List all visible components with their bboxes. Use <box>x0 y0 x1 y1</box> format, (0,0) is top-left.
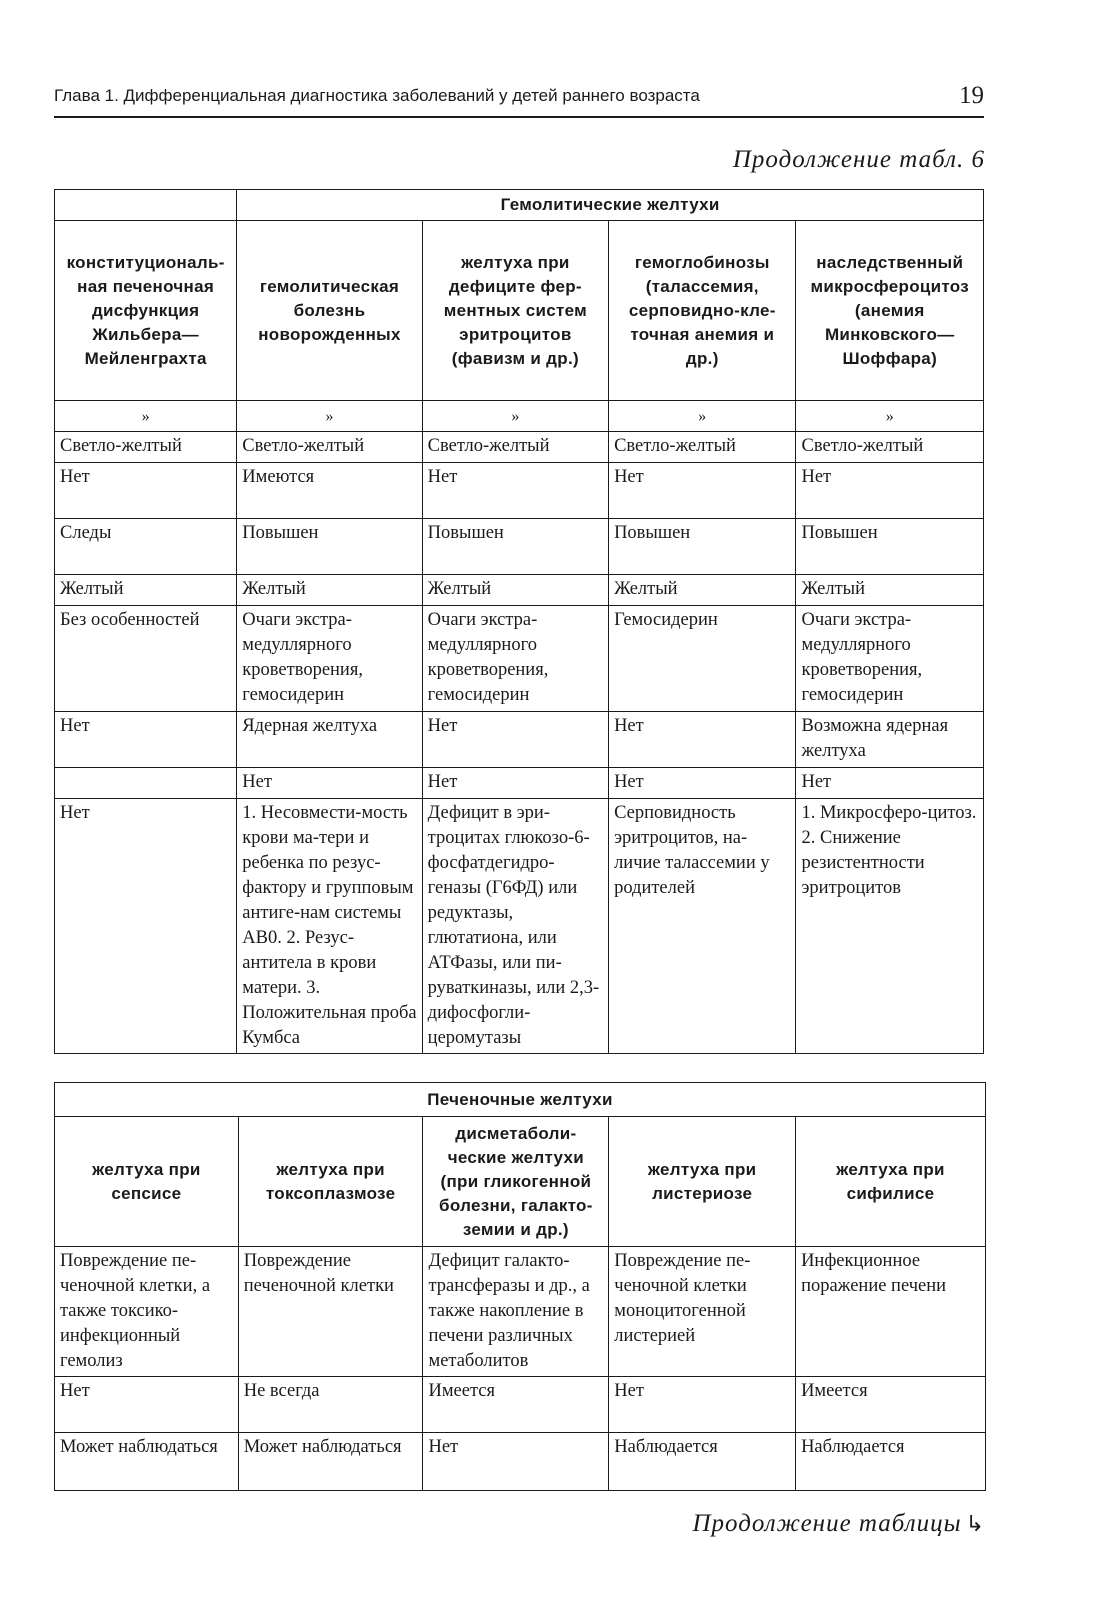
corner-arrow-icon: ↳ <box>965 1511 985 1536</box>
table-cell: Повышен <box>422 519 608 575</box>
column-header: желтуха при токсоплазмозе <box>238 1117 423 1247</box>
table-cell: 1. Микросферо-цитоз. 2. Снижение резистентности эритроцитов <box>796 799 984 1054</box>
table-cell: Нет <box>55 463 237 519</box>
table-row <box>55 799 984 1054</box>
table-row <box>55 1247 986 1377</box>
table-cell: Ядерная желтуха <box>237 712 422 768</box>
table-cell: 1. Несовмести-мость крови ма-тери и ребенка по резус-фактору и групповым антиге-нам системы АВ0. 2. Резус-антитела в крови матери. 3. Положительная проба Кумбса <box>237 799 422 1054</box>
table-cell: Без особенностей <box>55 606 237 712</box>
ditto-mark: » <box>609 401 796 432</box>
table-cell: Наблюдается <box>609 1433 796 1491</box>
table-cell: Нет <box>55 1377 239 1433</box>
table-cell: Светло-желтый <box>55 432 237 463</box>
column-header: наследственный микросфероцитоз (анемия Минковского— Шоффара) <box>796 221 984 401</box>
table-cell: Серповидность эритроцитов, на-личие талассемии у родителей <box>609 799 796 1054</box>
hepatic-jaundice-table <box>54 1082 986 1491</box>
table-cell: Светло-желтый <box>796 432 984 463</box>
column-header: гемолитическая болезнь новорожденных <box>237 221 422 401</box>
column-header: желтуха при сифилисе <box>796 1117 986 1247</box>
table-cell: Дефицит в эри-троцитах глюкозо-6-фосфатдегидро-геназы (Г6ФД) или редуктазы, глютатиона, или АТФазы, или пи-руваткиназы, или 2,3-дифосфогли-церомутазы <box>422 799 608 1054</box>
table-row <box>55 401 984 432</box>
table-cell: Имеется <box>423 1377 609 1433</box>
table-row <box>55 606 984 712</box>
column-header: желтуха при листериозе <box>609 1117 796 1247</box>
column-header: конституциональ-ная печеночная дисфункция Жильбера— Мейленграхта <box>55 221 237 401</box>
table-cell: Имеется <box>796 1377 986 1433</box>
table-cell: Не всегда <box>238 1377 423 1433</box>
column-header: желтуха при дефиците фер-ментных систем эритроцитов (фавизм и др.) <box>422 221 608 401</box>
table-cell: Нет <box>423 1433 609 1491</box>
table-cell: Нет <box>237 768 422 799</box>
ditto-mark: » <box>237 401 422 432</box>
table-cell: Возможна ядерная желтуха <box>796 712 984 768</box>
table-cell: Желтый <box>55 575 237 606</box>
table-cell: Нет <box>609 712 796 768</box>
table-row <box>55 519 984 575</box>
table-cell: Желтый <box>237 575 422 606</box>
continuation-label-bottom <box>693 1510 986 1538</box>
table-cell: Очаги экстра-медуллярного кроветворения, гемосидерин <box>422 606 608 712</box>
table-cell: Следы <box>55 519 237 575</box>
ditto-mark: » <box>422 401 608 432</box>
table-cell: Очаги экстра-медуллярного кроветворения, гемосидерин <box>237 606 422 712</box>
column-header: гемоглобинозы (талассемия, серповидно-кле-точная анемия и др.) <box>609 221 796 401</box>
table-cell: Нет <box>609 1377 796 1433</box>
table-cell: Имеются <box>237 463 422 519</box>
table-cell: Нет <box>796 463 984 519</box>
table-cell <box>55 768 237 799</box>
table-row <box>55 575 984 606</box>
ditto-mark: » <box>796 401 984 432</box>
table-row <box>55 1433 986 1491</box>
table-row <box>55 768 984 799</box>
table-cell: Повышен <box>237 519 422 575</box>
table-cell: Нет <box>609 463 796 519</box>
chapter-title: Глава 1. Дифференциальная диагностика заболеваний у детей раннего возраста <box>54 86 700 105</box>
table-cell: Повреждение пе-ченочной клетки моноцитогенной листерией <box>609 1247 796 1377</box>
table-cell: Очаги экстра-медуллярного кроветворения, гемосидерин <box>796 606 984 712</box>
table-cell: Светло-желтый <box>237 432 422 463</box>
continuation-text: Продолжение таблицы <box>692 1510 962 1537</box>
table-cell: Светло-желтый <box>422 432 608 463</box>
table-cell: Дефицит галакто-трансферазы и др., а также накопление в печени различных метаболитов <box>423 1247 609 1377</box>
table-cell: Инфекционное поражение печени <box>796 1247 986 1377</box>
table-cell: Повреждение печеночной клетки <box>238 1247 423 1377</box>
table-cell: Нет <box>422 768 608 799</box>
table-cell: Гемосидерин <box>609 606 796 712</box>
table-cell: Нет <box>422 463 608 519</box>
column-header: дисметаболи-ческие желтухи (при гликогенной болезни, галакто-земии и др.) <box>423 1117 609 1247</box>
table-cell: Повышен <box>609 519 796 575</box>
hemolytic-jaundice-table <box>54 189 984 1054</box>
continuation-label-top: Продолжение табл. 6 <box>732 146 985 173</box>
table-cell: Может наблюдаться <box>238 1433 423 1491</box>
group-header: Гемолитические желтухи <box>237 190 984 221</box>
table-row <box>55 712 984 768</box>
table-cell: Повреждение пе-ченочной клетки, а также токсико-инфекционный гемолиз <box>55 1247 239 1377</box>
table-cell: Светло-желтый <box>609 432 796 463</box>
table-cell: Желтый <box>796 575 984 606</box>
table-cell: Нет <box>55 712 237 768</box>
table-cell: Нет <box>796 768 984 799</box>
column-header: желтуха при сепсисе <box>55 1117 239 1247</box>
table-cell: Желтый <box>609 575 796 606</box>
table-row <box>55 432 984 463</box>
table-cell: Повышен <box>796 519 984 575</box>
page-number: 19 <box>959 82 984 109</box>
table-row <box>55 1377 986 1433</box>
ditto-mark: » <box>55 401 237 432</box>
table-cell: Нет <box>422 712 608 768</box>
table-cell: Может наблюдаться <box>55 1433 239 1491</box>
table-cell: Желтый <box>422 575 608 606</box>
table-cell: Наблюдается <box>796 1433 986 1491</box>
table-cell: Нет <box>609 768 796 799</box>
table-row <box>55 463 984 519</box>
group-header: Печеночные желтухи <box>55 1083 986 1117</box>
blank-header-cell <box>55 190 237 221</box>
table-cell: Нет <box>55 799 237 1054</box>
running-header <box>54 84 984 118</box>
